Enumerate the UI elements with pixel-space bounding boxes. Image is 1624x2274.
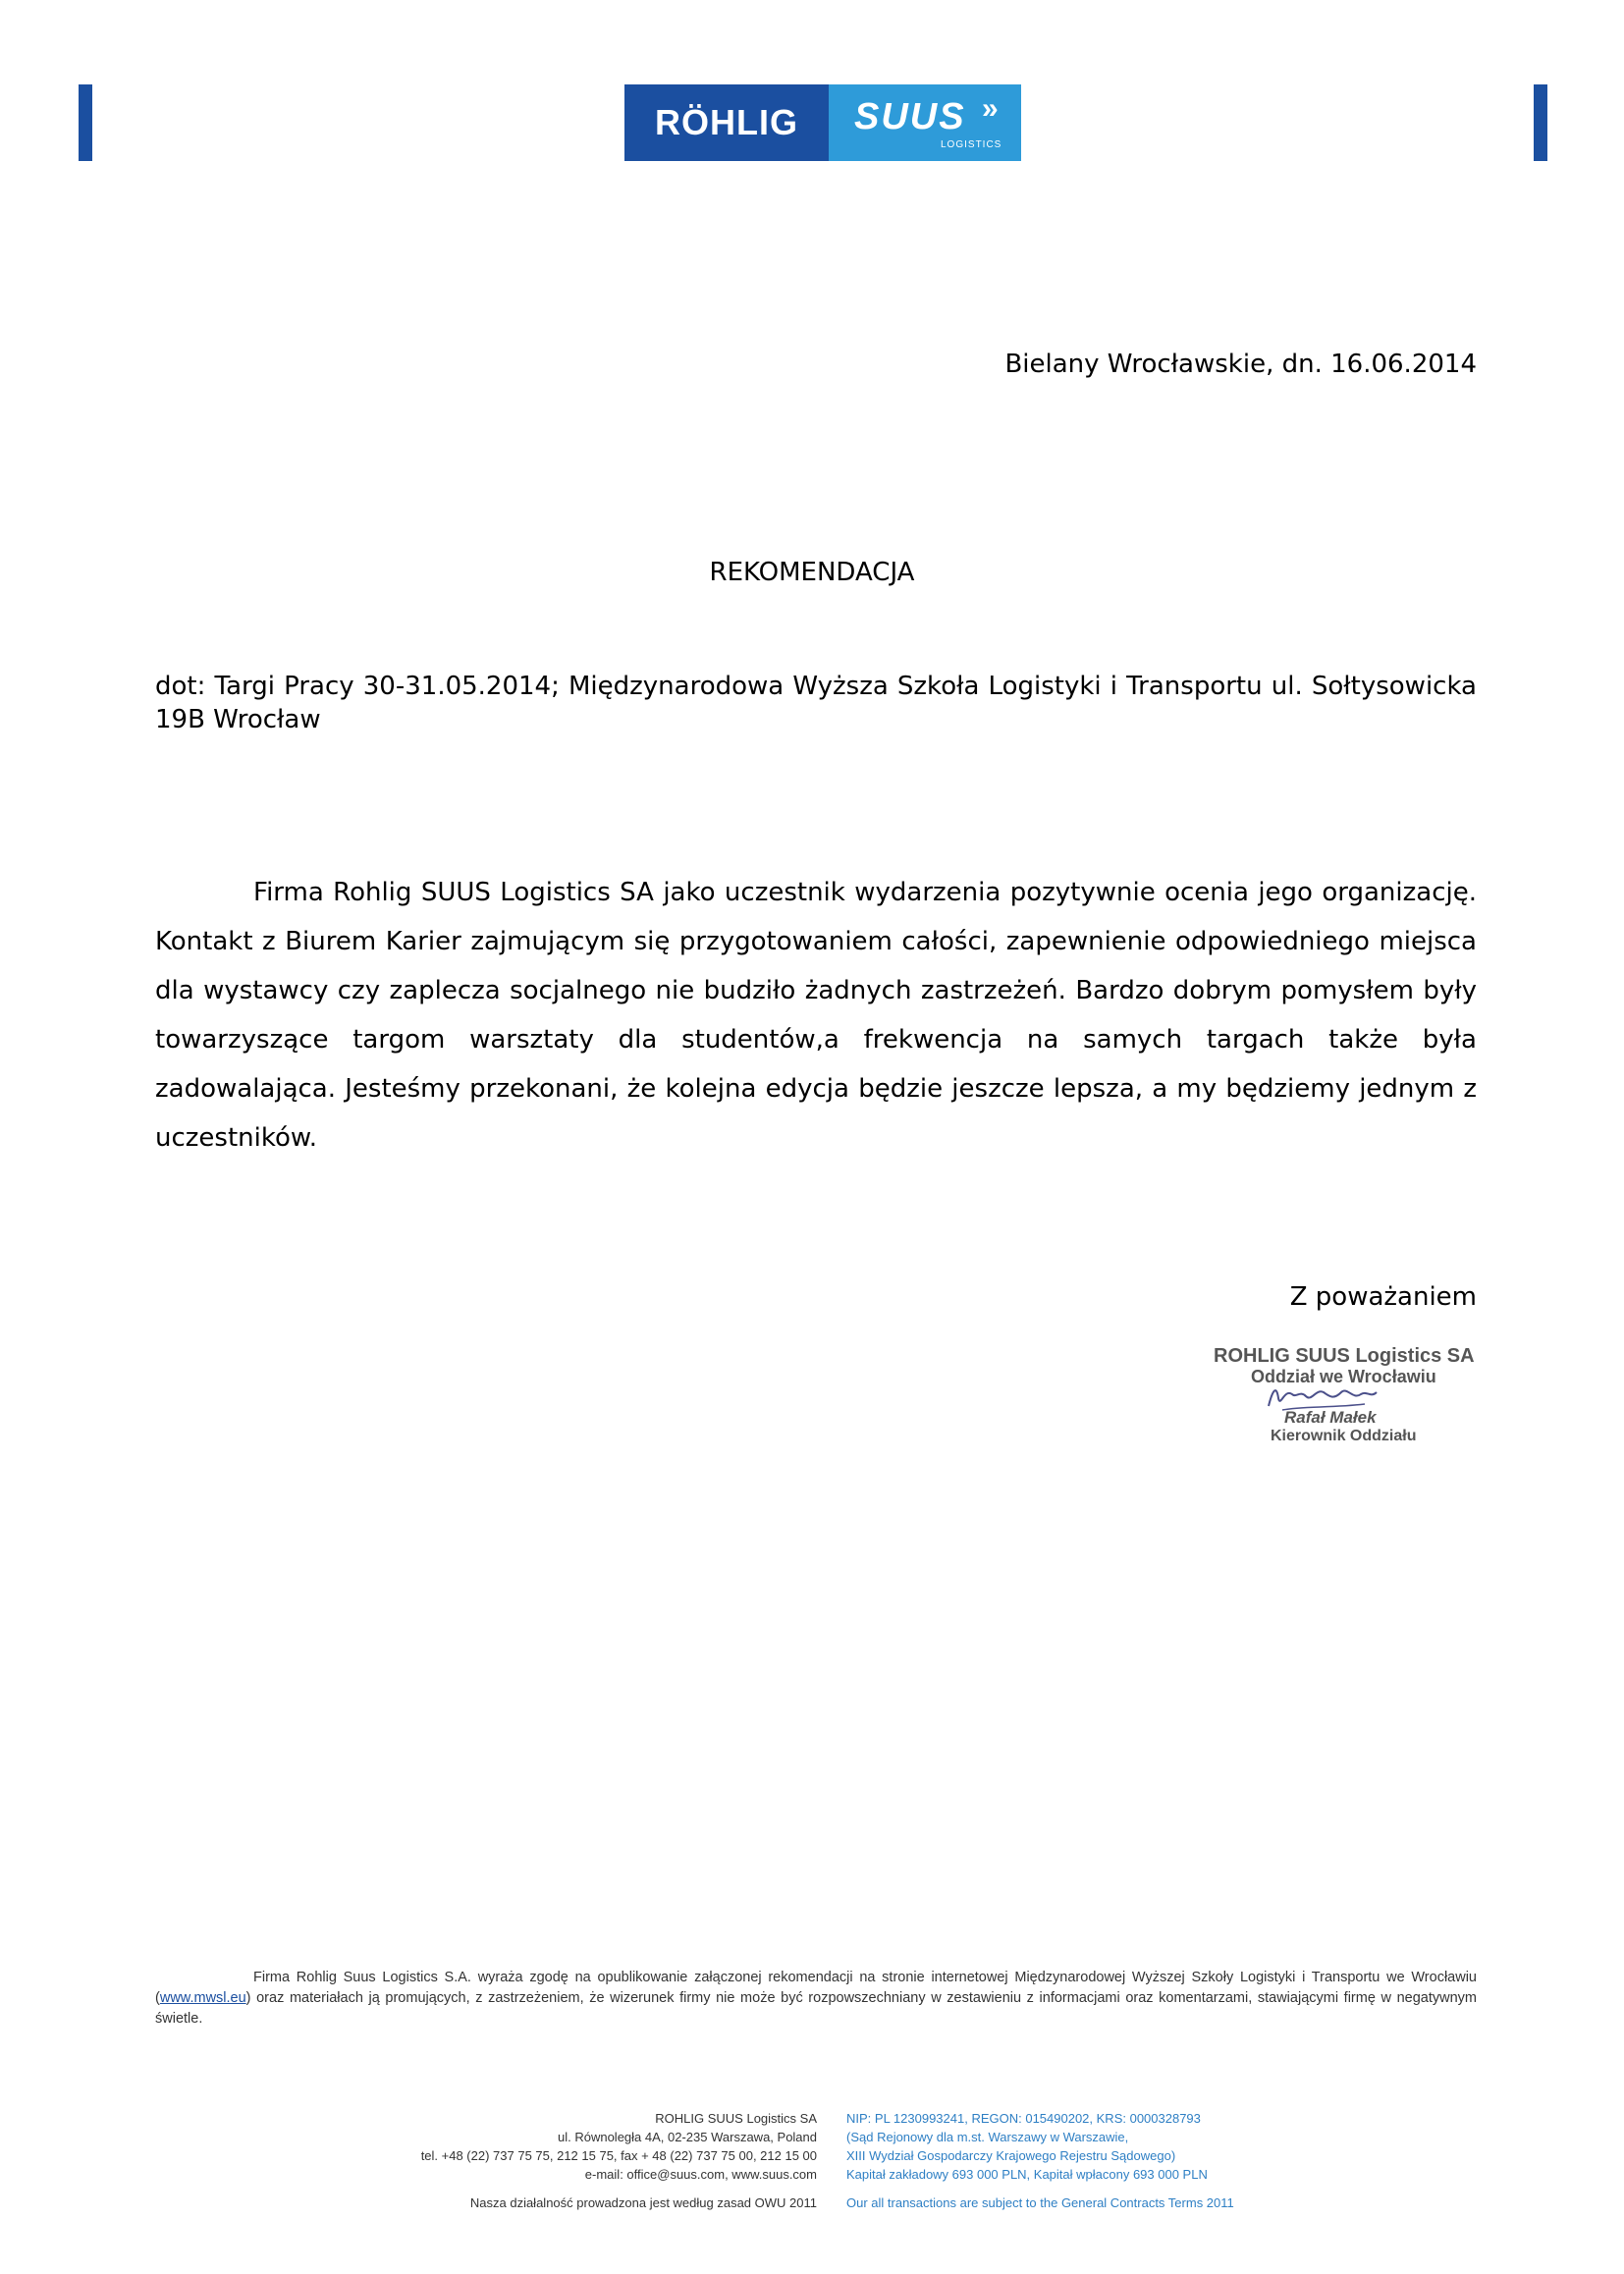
footer-court: (Sąd Rejonowy dla m.st. Warszawy w Warszawie, xyxy=(846,2130,1129,2144)
left-edge-bar xyxy=(79,84,92,161)
footer-contact xyxy=(421,2109,817,2212)
right-edge-bar xyxy=(1534,84,1547,161)
footer-registration xyxy=(846,2109,1234,2212)
footer-email: e-mail: office@suus.com, www.suus.com xyxy=(584,2167,817,2182)
logo-logistics-text: LOGISTICS xyxy=(941,139,1002,150)
footer-company: ROHLIG SUUS Logistics SA xyxy=(655,2111,817,2126)
letter-date: Bielany Wrocławskie, dn. 16.06.2014 xyxy=(1004,350,1477,379)
footer-owu-note: Nasza działalność prowadzona jest według zasad OWU 2011 xyxy=(469,2195,817,2210)
stamp-company: ROHLIG SUUS Logistics SA xyxy=(1214,1345,1475,1367)
consent-text-start: Firma Rohlig Suus Logistics S.A. wyraża zgodę na opublikowanie załączonej rekomendacji na stronie internetowej Międzynarodowej Wyższej Szkoły Logistyki i Transportu we Wrocławiu ( xyxy=(155,1970,1477,2006)
consent-note xyxy=(155,1968,1477,2030)
footer-capital: Kapitał zakładowy 693 000 PLN, Kapitał wpłacony 693 000 PLN xyxy=(846,2167,1208,2182)
footer-register: XIII Wydział Gospodarczy Krajowego Rejestru Sądowego) xyxy=(846,2148,1176,2163)
letter-closing: Z poważaniem xyxy=(1289,1282,1477,1312)
consent-link[interactable]: www.mwsl.eu xyxy=(159,1990,246,2006)
letter-subject: dot: Targi Pracy 30-31.05.2014; Międzynarodowa Wyższa Szkoła Logistyki i Transportu ul. Sołtysowicka 19B Wrocław xyxy=(155,672,1477,734)
logo-suus-text: SUUS xyxy=(854,96,966,137)
footer-phone: tel. +48 (22) 737 75 75, 212 15 75, fax + 48 (22) 737 75 00, 212 15 00 xyxy=(420,2148,817,2163)
logo-chevrons-icon: » xyxy=(982,92,999,125)
company-logo xyxy=(624,84,1021,161)
stamp-role: Kierownik Oddziału xyxy=(1271,1428,1417,1444)
footer-terms-note: Our all transactions are subject to the General Contracts Terms 2011 xyxy=(846,2195,1234,2210)
logo-rohlig-text: RÖHLIG xyxy=(624,84,829,161)
letter-body: Firma Rohlig SUUS Logistics SA jako uczestnik wydarzenia pozytywnie ocenia jego organizację. Kontakt z Biurem Karier zajmującym się przygotowaniem całości, zapewnienie odpowiedniego miejsca dla wystawcy czy zaplecza socjalnego nie budziło żadnych zastrzeżeń. Bardzo dobrym pomysłem były towarzyszące targom warsztaty dla studentów,a frekwencja na samych targach także była zadowalająca. Jesteśmy przekonani, że kolejna edycja będzie jeszcze lepsza, a my będziemy jednym z uczestników. xyxy=(155,878,1477,1153)
letter-heading: REKOMENDACJA xyxy=(709,558,915,587)
stamp-branch: Oddział we Wrocławiu xyxy=(1251,1367,1436,1386)
footer-nip: NIP: PL 1230993241, REGON: 015490202, KRS: 0000328793 xyxy=(846,2111,1201,2126)
logo-suus-panel xyxy=(829,84,1021,161)
footer-address: ul. Równoległa 4A, 02-235 Warszawa, Poland xyxy=(558,2130,817,2144)
stamp-name: Rafał Małek xyxy=(1284,1408,1377,1427)
consent-text-end: ) oraz materiałach ją promujących, z zastrzeżeniem, że wizerunek firmy nie może być rozpowszechniany w zestawieniu z informacjami oraz komentarzami, stawiającymi firmę w negatywnym świetle. xyxy=(155,1990,1477,2027)
